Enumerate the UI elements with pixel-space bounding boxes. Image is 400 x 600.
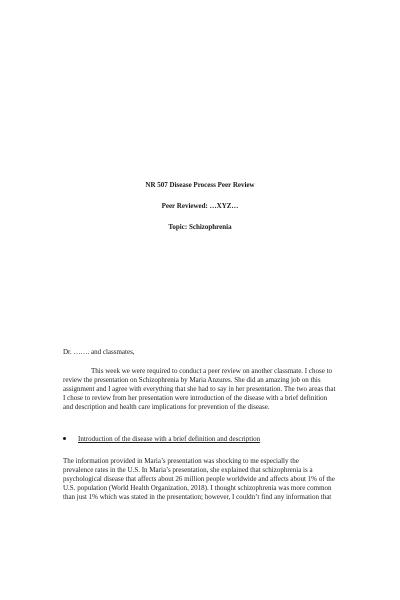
paragraph-2-line: U.S. population (World Health Organization, 2018). I thought schizophrenia was more common (63, 484, 332, 492)
paragraph-1-line: and description and health care implications for prevention of the disease. (63, 403, 270, 411)
bullet-icon (63, 437, 66, 440)
topic-line: Topic: Schizophrenia (168, 223, 232, 231)
paragraph-2-line: than just 1% which was stated in the presentation; however, I couldn’t find any information that (63, 493, 332, 501)
document-title: NR 507 Disease Process Peer Review (145, 181, 255, 189)
paragraph-1-line: I chose to review from her presentation were introduction of the disease with a brief definition (63, 394, 328, 402)
peer-reviewed-line: Peer Reviewed: …XYZ… (161, 202, 239, 210)
title-block (0, 181, 400, 244)
paragraph-2 (63, 457, 353, 502)
paragraph-2-line: psychological disease that affects about 26 million people worldwide and affects about 1% of the (63, 475, 335, 483)
paragraph-1-line: This week we were required to conduct a peer review on another classmate. I chose to (91, 367, 333, 375)
paragraph-2-line: prevalence rates in the U.S. In Maria’s presentation, she explained that schizophrenia is a (63, 466, 313, 474)
bullet-item (63, 435, 363, 444)
intro-section (63, 348, 353, 412)
salutation: Dr. ……. and classmates, (63, 348, 135, 356)
paragraph-1 (63, 367, 353, 412)
paragraph-1-line: review the presentation on Schizophrenia by Maria Anzures. She did an amazing job on this (63, 376, 321, 384)
bullet-heading: Introduction of the disease with a brief definition and description (78, 435, 261, 443)
paragraph-1-line: assignment and I agree with everything that she had to say in her presentation. The two areas that (63, 385, 336, 393)
paragraph-2-line: The information provided in Maria’s presentation was shocking to me especially the (63, 457, 299, 465)
